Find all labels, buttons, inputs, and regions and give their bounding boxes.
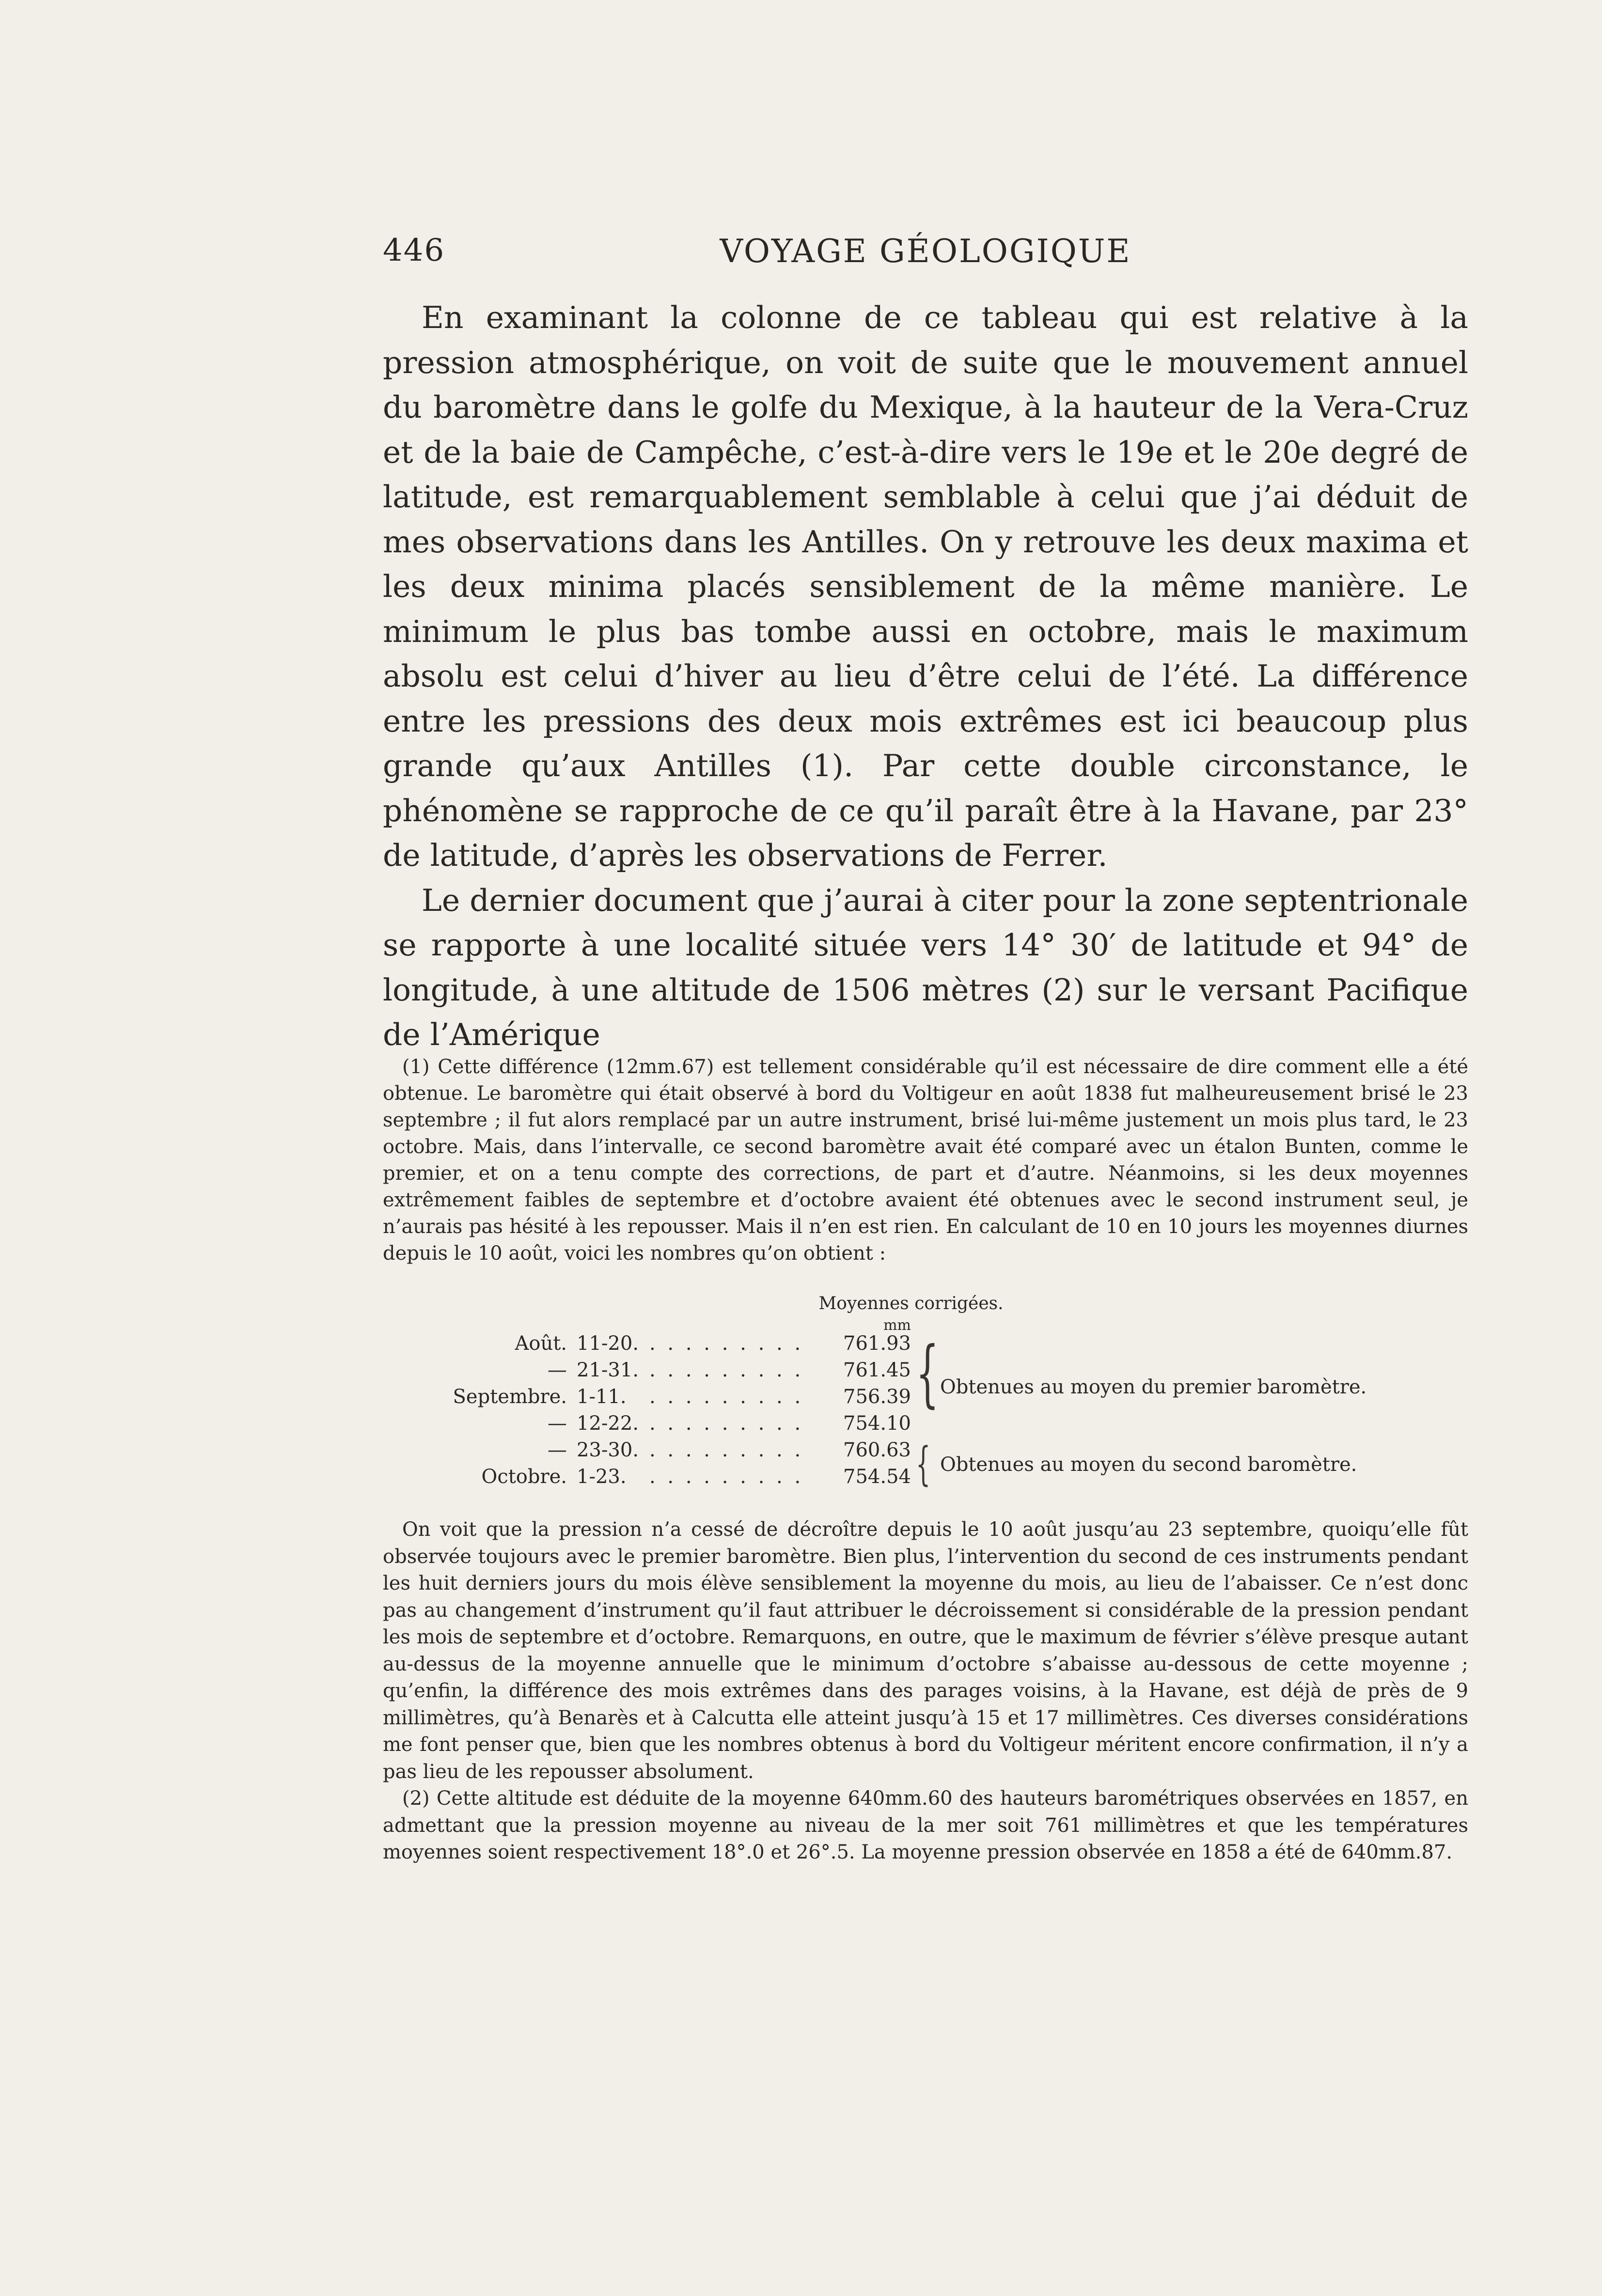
row-value: 754.54 xyxy=(843,1466,911,1488)
footnote-2-text: (2) Cette altitude est déduite de la moyenne 640mm.60 des hauteurs barométriques observées en 1857, en admettant que la pression moyenne au niveau de la mer soit 761 millimètres et que les températures moyennes soient respectivement 18°.0 et 26°.5. La moyenne pression observée en 1858 a été de 640mm.87. xyxy=(383,1787,1468,1863)
row-value: 756.39 xyxy=(843,1386,911,1408)
row-value: 754.10 xyxy=(843,1412,911,1435)
row-value: 761.45 xyxy=(843,1359,911,1381)
table-row xyxy=(383,1466,916,1492)
leader-dots: . . . . . . . . . xyxy=(649,1332,804,1355)
pressure-table xyxy=(383,1294,1468,1507)
page-number: 446 xyxy=(383,233,445,268)
brace-icon: { xyxy=(916,1437,931,1491)
table-row xyxy=(383,1439,916,1466)
table-row xyxy=(383,1332,916,1359)
footnote-continuation xyxy=(383,1516,1468,1866)
leader-dots: . . . . . . . . . xyxy=(649,1466,804,1488)
footnote-1-continuation: On voit que la pression n’a cessé de décroître depuis le 10 août jusqu’au 23 septembre, quoiqu’elle fût observée toujours avec le premier baromètre. Bien plus, l’intervention du second de ces instruments pendant les huit derniers jours du mois élève sensiblement la moyenne du mois, au lieu de l’abaisser. Ce n’est donc pas au changement d’instrument qu’il faut attribuer le décroissement si considérable de la pression pendant les mois de septembre et d’octobre. Remarquons, en outre, que le maximum de février s’élève presque autant au-dessus de la moyenne annuelle que le minimum d’octobre s’abaisse au-dessous de cette moyenne ; qu’enfin, la différence des mois extrêmes dans des parages voisins, à la Havane, est déjà de près de 9 millimètres, qu’à Benarès et à Calcutta elle atteint jusqu’à 15 et 17 millimètres. Ces diverses considérations me font penser que, bien que les nombres obtenus à bord du Voltigeur méritent encore confirmation, il n’y a pas lieu de les repousser absolument. xyxy=(383,1518,1468,1783)
table-row xyxy=(383,1359,916,1386)
row-days: 21-31. xyxy=(577,1359,639,1381)
brace-icon: { xyxy=(916,1331,939,1416)
leader-dots: . . . . . . . . . xyxy=(649,1359,804,1381)
running-title: VOYAGE GÉOLOGIQUE xyxy=(720,233,1131,270)
row-month: Octobre. xyxy=(481,1466,567,1488)
table-unit: mm xyxy=(883,1317,911,1334)
leader-dots: . . . . . . . . . xyxy=(649,1439,804,1461)
row-days: 12-22. xyxy=(577,1412,639,1435)
row-days: 1-11. xyxy=(577,1386,627,1408)
row-month: Septembre. xyxy=(453,1386,567,1408)
paragraph-1: En examinant la colonne de ce tableau qui est relative à la pression atmosphérique, on voit de suite que le mouvement annuel du baromètre dans le golfe du Mexique, à la hauteur de la Vera-Cruz et de la baie de Campêche, c’est-à-dire vers le 19e et le 20e degré de latitude, est remarquablement semblable à celui que j’ai déduit de mes observations dans les Antilles. On y retrouve les deux maxima et les deux minima placés sensiblement de la même manière. Le minimum le plus bas tombe aussi en octobre, mais le maximum absolu est celui d’hiver au lieu d’être celui de l’été. La différence entre les pressions des deux mois extrêmes est ici beaucoup plus grande qu’aux Antilles (1). Par cette double circonstance, le phénomène se rapproche de ce qu’il paraît être à la Havane, par 23° de latitude, d’après les observations de Ferrer. xyxy=(383,300,1468,873)
brace-note-first: Obtenues au moyen du premier baromètre. xyxy=(940,1376,1367,1398)
brace-note-second: Obtenues au moyen du second baromètre. xyxy=(940,1453,1357,1476)
row-month: — xyxy=(548,1359,567,1381)
row-value: 760.63 xyxy=(843,1439,911,1461)
row-days: 11-20. xyxy=(577,1332,639,1355)
row-days: 23-30. xyxy=(577,1439,639,1461)
table-row xyxy=(383,1412,916,1439)
main-text xyxy=(383,296,1468,1058)
footnote-1 xyxy=(383,1054,1468,1267)
table-row xyxy=(383,1386,916,1412)
row-month: Août. xyxy=(515,1332,567,1355)
footnote-1-text: (1) Cette différence (12mm.67) est tellement considérable qu’il est nécessaire de dire comment elle a été obtenue. Le baromètre qui était observé à bord du Voltigeur en août 1838 fut malheureusement brisé le 23 septembre ; il fut alors remplacé par un autre instrument, brisé lui-même justement un mois plus tard, le 23 octobre. Mais, dans l’intervalle, ce second baromètre avait été comparé avec un étalon Bunten, comme le premier, et on a tenu compte des corrections, de part et d’autre. Néanmoins, si les deux moyennes extrêmement faibles de septembre et d’octobre avaient été obtenues avec le second instrument seul, je n’aurais pas hésité à les repousser. Mais il n’en est rien. En calculant de 10 en 10 jours les moyennes diurnes depuis le 10 août, voici les nombres qu’on obtient : xyxy=(383,1056,1468,1265)
leader-dots: . . . . . . . . . xyxy=(649,1386,804,1408)
paragraph-2: Le dernier document que j’aurai à citer pour la zone septentrionale se rapporte à une localité située vers 14° 30′ de latitude et 94° de longitude, à une altitude de 1506 mètres (2) sur le versant Pacifique de l’Amérique xyxy=(383,882,1468,1052)
page-header xyxy=(383,233,1468,281)
leader-dots: . . . . . . . . . xyxy=(649,1412,804,1435)
row-month: — xyxy=(548,1412,567,1435)
row-value: 761.93 xyxy=(843,1332,911,1355)
row-month: — xyxy=(548,1439,567,1461)
table-caption: Moyennes corrigées. xyxy=(818,1294,1004,1313)
row-days: 1-23. xyxy=(577,1466,627,1488)
